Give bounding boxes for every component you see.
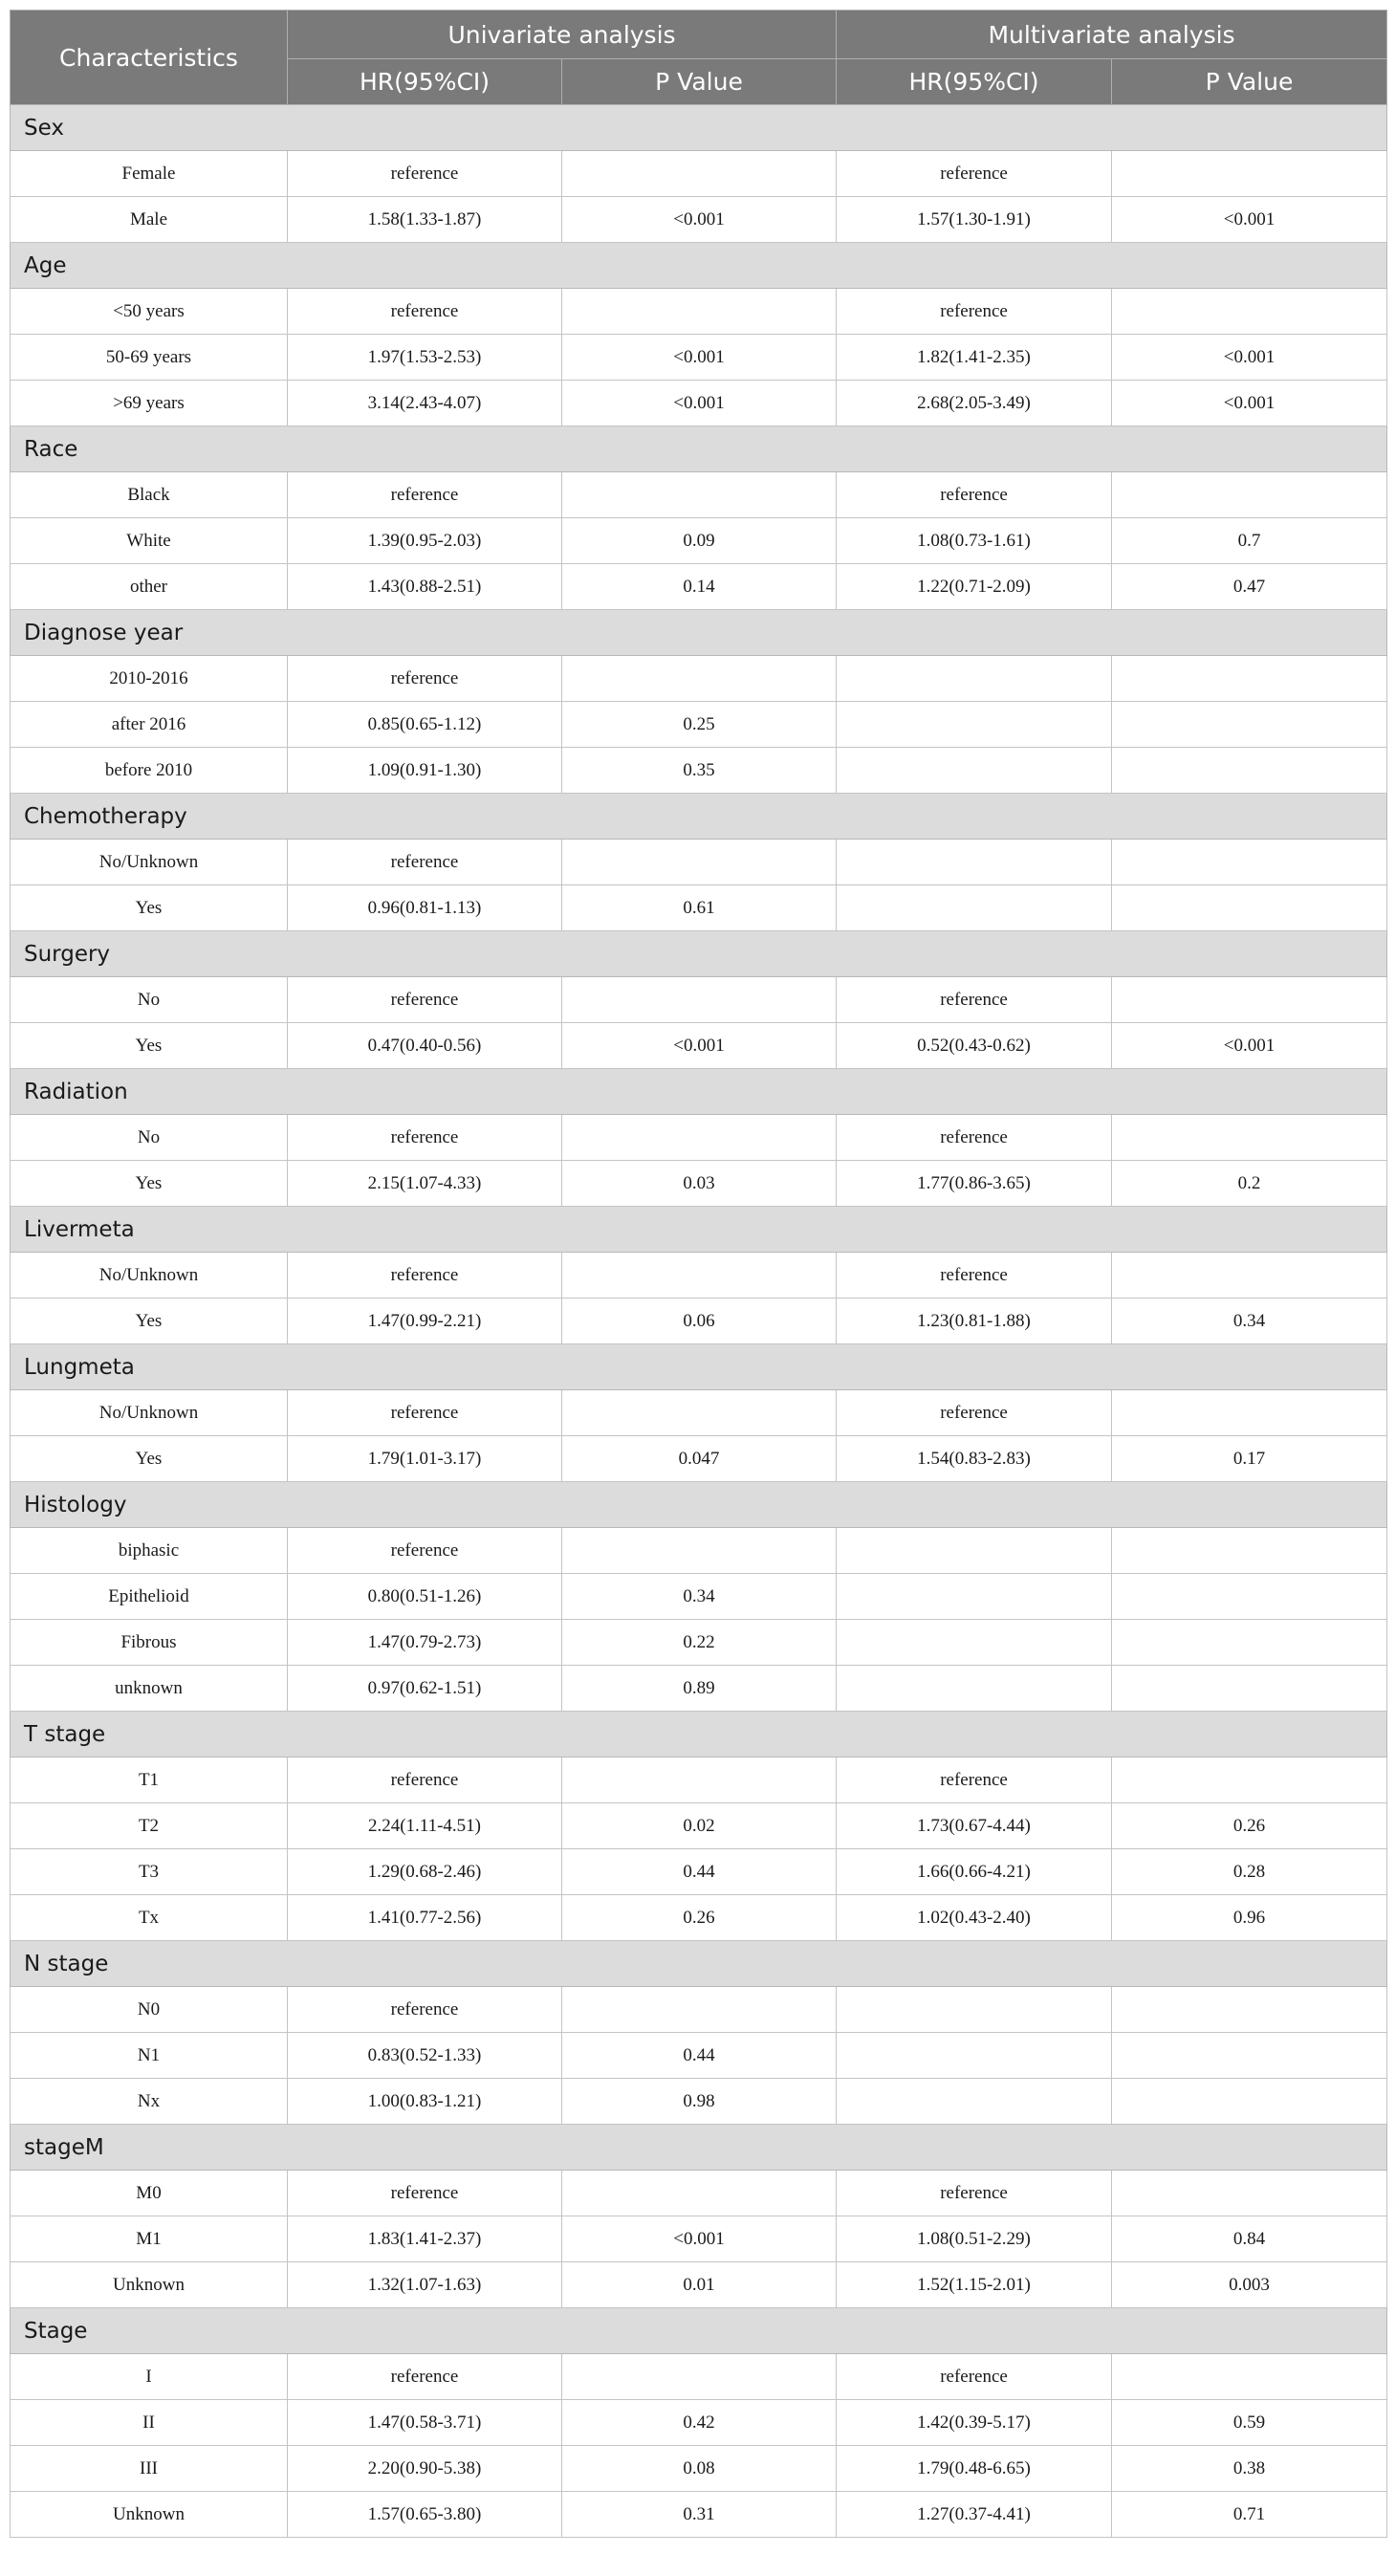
multivariate-hr-cell: 1.79(0.48-6.65) xyxy=(837,2446,1112,2492)
univariate-p-cell xyxy=(562,1115,837,1161)
section-row xyxy=(11,426,1387,472)
row-label: Yes xyxy=(11,1436,288,1482)
univariate-hr-cell: 1.43(0.88-2.51) xyxy=(288,564,562,610)
table-row xyxy=(11,840,1387,885)
univariate-hr-cell: reference xyxy=(288,1987,562,2033)
table-row xyxy=(11,1757,1387,1803)
multivariate-hr-cell: reference xyxy=(837,1390,1112,1436)
section-title: Chemotherapy xyxy=(11,794,1387,840)
multivariate-hr-cell: reference xyxy=(837,1253,1112,1299)
univariate-hr-cell: 1.83(1.41-2.37) xyxy=(288,2216,562,2262)
multivariate-hr-cell: reference xyxy=(837,2171,1112,2216)
table-row xyxy=(11,151,1387,197)
univariate-hr-cell: 2.24(1.11-4.51) xyxy=(288,1803,562,1849)
section-row xyxy=(11,1712,1387,1757)
row-label: White xyxy=(11,518,288,564)
table-row xyxy=(11,2400,1387,2446)
section-title: Surgery xyxy=(11,931,1387,977)
univariate-p-cell: 0.02 xyxy=(562,1803,837,1849)
multivariate-hr-cell: 1.82(1.41-2.35) xyxy=(837,335,1112,381)
multivariate-p-cell: 0.003 xyxy=(1112,2262,1387,2308)
table-row xyxy=(11,564,1387,610)
multivariate-hr-cell: 1.23(0.81-1.88) xyxy=(837,1299,1112,1344)
section-title: Age xyxy=(11,243,1387,289)
table-row xyxy=(11,2216,1387,2262)
row-label: T2 xyxy=(11,1803,288,1849)
multivariate-hr-cell: 1.02(0.43-2.40) xyxy=(837,1895,1112,1941)
row-label: Male xyxy=(11,197,288,243)
multivariate-hr-cell: reference xyxy=(837,2354,1112,2400)
table-row xyxy=(11,1895,1387,1941)
multivariate-hr-cell: 2.68(2.05-3.49) xyxy=(837,381,1112,426)
section-title: Race xyxy=(11,426,1387,472)
multivariate-p-cell: 0.2 xyxy=(1112,1161,1387,1207)
table-row xyxy=(11,748,1387,794)
section-row xyxy=(11,2125,1387,2171)
univariate-hr-cell: 1.79(1.01-3.17) xyxy=(288,1436,562,1482)
multivariate-p-cell xyxy=(1112,885,1387,931)
table-row xyxy=(11,1253,1387,1299)
univariate-p-cell: 0.08 xyxy=(562,2446,837,2492)
row-label: Epithelioid xyxy=(11,1574,288,1620)
table-row xyxy=(11,2262,1387,2308)
univariate-header: Univariate analysis xyxy=(288,11,837,59)
section-row xyxy=(11,1069,1387,1115)
multivariate-p-cell: <0.001 xyxy=(1112,1023,1387,1069)
multivariate-p-cell xyxy=(1112,748,1387,794)
multivariate-hr-cell: reference xyxy=(837,977,1112,1023)
multivariate-header: Multivariate analysis xyxy=(837,11,1387,59)
univariate-hr-cell: reference xyxy=(288,1528,562,1574)
univariate-p-cell: 0.01 xyxy=(562,2262,837,2308)
section-row xyxy=(11,931,1387,977)
univariate-p-header: P Value xyxy=(562,59,837,105)
row-label: M1 xyxy=(11,2216,288,2262)
univariate-p-cell: <0.001 xyxy=(562,2216,837,2262)
table-row xyxy=(11,1620,1387,1666)
multivariate-p-cell xyxy=(1112,1666,1387,1712)
multivariate-p-header: P Value xyxy=(1112,59,1387,105)
multivariate-p-cell xyxy=(1112,151,1387,197)
multivariate-p-cell xyxy=(1112,840,1387,885)
univariate-p-cell: 0.03 xyxy=(562,1161,837,1207)
univariate-p-cell xyxy=(562,151,837,197)
multivariate-p-cell: 0.84 xyxy=(1112,2216,1387,2262)
univariate-hr-cell: 0.80(0.51-1.26) xyxy=(288,1574,562,1620)
univariate-hr-cell: 0.85(0.65-1.12) xyxy=(288,702,562,748)
univariate-p-cell: 0.89 xyxy=(562,1666,837,1712)
row-label: Tx xyxy=(11,1895,288,1941)
multivariate-hr-cell: 1.22(0.71-2.09) xyxy=(837,564,1112,610)
multivariate-hr-cell: reference xyxy=(837,151,1112,197)
table-row xyxy=(11,2446,1387,2492)
section-title: T stage xyxy=(11,1712,1387,1757)
univariate-p-cell xyxy=(562,977,837,1023)
multivariate-hr-cell xyxy=(837,748,1112,794)
univariate-p-cell xyxy=(562,656,837,702)
table-row xyxy=(11,1299,1387,1344)
multivariate-hr-cell xyxy=(837,1987,1112,2033)
univariate-p-cell: <0.001 xyxy=(562,335,837,381)
section-title: stageM xyxy=(11,2125,1387,2171)
row-label: Yes xyxy=(11,1161,288,1207)
multivariate-hr-cell: reference xyxy=(837,289,1112,335)
univariate-p-cell: 0.26 xyxy=(562,1895,837,1941)
univariate-p-cell: <0.001 xyxy=(562,381,837,426)
multivariate-p-cell: 0.28 xyxy=(1112,1849,1387,1895)
univariate-hr-cell: 2.15(1.07-4.33) xyxy=(288,1161,562,1207)
univariate-p-cell: <0.001 xyxy=(562,197,837,243)
section-row xyxy=(11,2308,1387,2354)
row-label: Fibrous xyxy=(11,1620,288,1666)
section-title: Sex xyxy=(11,105,1387,151)
multivariate-hr-cell: 1.66(0.66-4.21) xyxy=(837,1849,1112,1895)
univariate-hr-cell: 0.47(0.40-0.56) xyxy=(288,1023,562,1069)
multivariate-p-cell xyxy=(1112,2079,1387,2125)
multivariate-p-cell xyxy=(1112,472,1387,518)
row-label: Nx xyxy=(11,2079,288,2125)
univariate-hr-header: HR(95%CI) xyxy=(288,59,562,105)
section-title: Stage xyxy=(11,2308,1387,2354)
multivariate-hr-cell xyxy=(837,2033,1112,2079)
row-label: Black xyxy=(11,472,288,518)
section-row xyxy=(11,1482,1387,1528)
section-row xyxy=(11,794,1387,840)
univariate-p-cell: 0.31 xyxy=(562,2492,837,2538)
multivariate-hr-cell: 1.08(0.73-1.61) xyxy=(837,518,1112,564)
multivariate-p-cell xyxy=(1112,977,1387,1023)
multivariate-hr-cell xyxy=(837,1574,1112,1620)
univariate-p-cell: 0.35 xyxy=(562,748,837,794)
table-row xyxy=(11,518,1387,564)
multivariate-p-cell xyxy=(1112,289,1387,335)
univariate-hr-cell: 1.09(0.91-1.30) xyxy=(288,748,562,794)
cox-regression-table xyxy=(10,10,1387,2538)
table-row xyxy=(11,2079,1387,2125)
multivariate-hr-cell xyxy=(837,656,1112,702)
multivariate-p-cell xyxy=(1112,1115,1387,1161)
univariate-hr-cell: 1.47(0.79-2.73) xyxy=(288,1620,562,1666)
row-label: unknown xyxy=(11,1666,288,1712)
univariate-p-cell: 0.09 xyxy=(562,518,837,564)
multivariate-p-cell: <0.001 xyxy=(1112,197,1387,243)
table-header xyxy=(11,11,1387,105)
row-label: No xyxy=(11,1115,288,1161)
row-label: N1 xyxy=(11,2033,288,2079)
multivariate-hr-cell: 1.57(1.30-1.91) xyxy=(837,197,1112,243)
univariate-p-cell xyxy=(562,1987,837,2033)
section-row xyxy=(11,105,1387,151)
row-label: No xyxy=(11,977,288,1023)
univariate-p-cell: 0.42 xyxy=(562,2400,837,2446)
table-row xyxy=(11,1115,1387,1161)
section-row xyxy=(11,610,1387,656)
multivariate-p-cell xyxy=(1112,702,1387,748)
table-row xyxy=(11,2171,1387,2216)
multivariate-hr-cell: 1.77(0.86-3.65) xyxy=(837,1161,1112,1207)
multivariate-hr-cell: 1.42(0.39-5.17) xyxy=(837,2400,1112,2446)
multivariate-p-cell xyxy=(1112,1757,1387,1803)
table-row xyxy=(11,1436,1387,1482)
table-row xyxy=(11,335,1387,381)
multivariate-p-cell: <0.001 xyxy=(1112,381,1387,426)
section-title: N stage xyxy=(11,1941,1387,1987)
multivariate-p-cell: 0.71 xyxy=(1112,2492,1387,2538)
univariate-hr-cell: reference xyxy=(288,2171,562,2216)
univariate-hr-cell: 2.20(0.90-5.38) xyxy=(288,2446,562,2492)
row-label: No/Unknown xyxy=(11,1253,288,1299)
multivariate-hr-cell xyxy=(837,1528,1112,1574)
table-row xyxy=(11,977,1387,1023)
multivariate-p-cell: <0.001 xyxy=(1112,335,1387,381)
row-label: 50-69 years xyxy=(11,335,288,381)
univariate-hr-cell: 1.39(0.95-2.03) xyxy=(288,518,562,564)
univariate-p-cell: 0.44 xyxy=(562,1849,837,1895)
univariate-hr-cell: reference xyxy=(288,977,562,1023)
table-body xyxy=(11,105,1387,2538)
characteristics-header: Characteristics xyxy=(11,11,288,105)
univariate-hr-cell: 0.97(0.62-1.51) xyxy=(288,1666,562,1712)
multivariate-hr-cell: 1.08(0.51-2.29) xyxy=(837,2216,1112,2262)
table-row xyxy=(11,702,1387,748)
univariate-p-cell xyxy=(562,472,837,518)
row-label: III xyxy=(11,2446,288,2492)
table-row xyxy=(11,1987,1387,2033)
row-label: 2010-2016 xyxy=(11,656,288,702)
section-row xyxy=(11,1207,1387,1253)
row-label: N0 xyxy=(11,1987,288,2033)
univariate-hr-cell: 1.58(1.33-1.87) xyxy=(288,197,562,243)
multivariate-hr-cell xyxy=(837,2079,1112,2125)
row-label: T1 xyxy=(11,1757,288,1803)
table-row xyxy=(11,1161,1387,1207)
table-row xyxy=(11,1849,1387,1895)
univariate-p-cell: 0.047 xyxy=(562,1436,837,1482)
table-row xyxy=(11,885,1387,931)
multivariate-p-cell: 0.7 xyxy=(1112,518,1387,564)
row-label: M0 xyxy=(11,2171,288,2216)
univariate-hr-cell: 0.96(0.81-1.13) xyxy=(288,885,562,931)
row-label: >69 years xyxy=(11,381,288,426)
results-table-container xyxy=(10,10,1386,2538)
univariate-hr-cell: 0.83(0.52-1.33) xyxy=(288,2033,562,2079)
row-label: before 2010 xyxy=(11,748,288,794)
table-row xyxy=(11,2033,1387,2079)
univariate-p-cell: 0.22 xyxy=(562,1620,837,1666)
univariate-hr-cell: 1.00(0.83-1.21) xyxy=(288,2079,562,2125)
multivariate-hr-cell: 1.52(1.15-2.01) xyxy=(837,2262,1112,2308)
multivariate-p-cell: 0.34 xyxy=(1112,1299,1387,1344)
univariate-hr-cell: reference xyxy=(288,840,562,885)
univariate-hr-cell: 1.29(0.68-2.46) xyxy=(288,1849,562,1895)
row-label: II xyxy=(11,2400,288,2446)
table-row xyxy=(11,197,1387,243)
multivariate-p-cell: 0.26 xyxy=(1112,1803,1387,1849)
table-row xyxy=(11,2492,1387,2538)
multivariate-hr-header: HR(95%CI) xyxy=(837,59,1112,105)
multivariate-hr-cell: 0.52(0.43-0.62) xyxy=(837,1023,1112,1069)
multivariate-hr-cell: reference xyxy=(837,472,1112,518)
multivariate-p-cell: 0.96 xyxy=(1112,1895,1387,1941)
section-title: Livermeta xyxy=(11,1207,1387,1253)
multivariate-p-cell xyxy=(1112,1987,1387,2033)
row-label: Yes xyxy=(11,1023,288,1069)
row-label: Female xyxy=(11,151,288,197)
univariate-hr-cell: 1.47(0.58-3.71) xyxy=(288,2400,562,2446)
univariate-hr-cell: 1.32(1.07-1.63) xyxy=(288,2262,562,2308)
univariate-p-cell: 0.98 xyxy=(562,2079,837,2125)
row-label: No/Unknown xyxy=(11,1390,288,1436)
univariate-hr-cell: reference xyxy=(288,151,562,197)
multivariate-hr-cell: 1.73(0.67-4.44) xyxy=(837,1803,1112,1849)
multivariate-p-cell xyxy=(1112,1574,1387,1620)
section-row xyxy=(11,1941,1387,1987)
univariate-hr-cell: 1.47(0.99-2.21) xyxy=(288,1299,562,1344)
multivariate-p-cell xyxy=(1112,2033,1387,2079)
multivariate-p-cell xyxy=(1112,1253,1387,1299)
multivariate-p-cell: 0.59 xyxy=(1112,2400,1387,2446)
row-label: I xyxy=(11,2354,288,2400)
table-row xyxy=(11,1803,1387,1849)
table-row xyxy=(11,472,1387,518)
table-row xyxy=(11,1023,1387,1069)
univariate-p-cell: 0.06 xyxy=(562,1299,837,1344)
univariate-p-cell xyxy=(562,1390,837,1436)
multivariate-p-cell xyxy=(1112,2171,1387,2216)
multivariate-p-cell xyxy=(1112,1620,1387,1666)
multivariate-p-cell: 0.17 xyxy=(1112,1436,1387,1482)
table-row xyxy=(11,381,1387,426)
table-row xyxy=(11,656,1387,702)
univariate-p-cell xyxy=(562,1528,837,1574)
univariate-p-cell xyxy=(562,2354,837,2400)
univariate-hr-cell: 1.41(0.77-2.56) xyxy=(288,1895,562,1941)
univariate-p-cell xyxy=(562,289,837,335)
table-row xyxy=(11,1528,1387,1574)
univariate-p-cell xyxy=(562,840,837,885)
univariate-p-cell: 0.25 xyxy=(562,702,837,748)
section-row xyxy=(11,243,1387,289)
univariate-hr-cell: reference xyxy=(288,1390,562,1436)
row-label: No/Unknown xyxy=(11,840,288,885)
univariate-hr-cell: reference xyxy=(288,1115,562,1161)
multivariate-p-cell xyxy=(1112,1528,1387,1574)
univariate-p-cell xyxy=(562,1253,837,1299)
multivariate-p-cell xyxy=(1112,2354,1387,2400)
univariate-p-cell xyxy=(562,1757,837,1803)
row-label: Yes xyxy=(11,1299,288,1344)
row-label: other xyxy=(11,564,288,610)
univariate-p-cell: 0.14 xyxy=(562,564,837,610)
multivariate-hr-cell xyxy=(837,1620,1112,1666)
section-title: Lungmeta xyxy=(11,1344,1387,1390)
multivariate-hr-cell xyxy=(837,885,1112,931)
section-title: Histology xyxy=(11,1482,1387,1528)
univariate-hr-cell: 1.97(1.53-2.53) xyxy=(288,335,562,381)
univariate-hr-cell: reference xyxy=(288,472,562,518)
multivariate-hr-cell: 1.54(0.83-2.83) xyxy=(837,1436,1112,1482)
multivariate-p-cell: 0.38 xyxy=(1112,2446,1387,2492)
table-row xyxy=(11,1574,1387,1620)
row-label: Yes xyxy=(11,885,288,931)
univariate-p-cell: 0.61 xyxy=(562,885,837,931)
table-row xyxy=(11,2354,1387,2400)
univariate-hr-cell: reference xyxy=(288,1757,562,1803)
multivariate-hr-cell: reference xyxy=(837,1115,1112,1161)
multivariate-hr-cell: reference xyxy=(837,1757,1112,1803)
univariate-p-cell: 0.44 xyxy=(562,2033,837,2079)
row-label: Unknown xyxy=(11,2492,288,2538)
section-title: Diagnose year xyxy=(11,610,1387,656)
multivariate-p-cell xyxy=(1112,656,1387,702)
section-row xyxy=(11,1344,1387,1390)
multivariate-p-cell: 0.47 xyxy=(1112,564,1387,610)
multivariate-p-cell xyxy=(1112,1390,1387,1436)
multivariate-hr-cell xyxy=(837,1666,1112,1712)
multivariate-hr-cell: 1.27(0.37-4.41) xyxy=(837,2492,1112,2538)
univariate-hr-cell: reference xyxy=(288,656,562,702)
row-label: Unknown xyxy=(11,2262,288,2308)
multivariate-hr-cell xyxy=(837,840,1112,885)
univariate-p-cell: 0.34 xyxy=(562,1574,837,1620)
table-row xyxy=(11,1390,1387,1436)
univariate-hr-cell: 1.57(0.65-3.80) xyxy=(288,2492,562,2538)
univariate-hr-cell: reference xyxy=(288,289,562,335)
table-row xyxy=(11,1666,1387,1712)
univariate-hr-cell: 3.14(2.43-4.07) xyxy=(288,381,562,426)
row-label: biphasic xyxy=(11,1528,288,1574)
multivariate-hr-cell xyxy=(837,702,1112,748)
row-label: <50 years xyxy=(11,289,288,335)
univariate-p-cell: <0.001 xyxy=(562,1023,837,1069)
univariate-hr-cell: reference xyxy=(288,2354,562,2400)
row-label: after 2016 xyxy=(11,702,288,748)
table-row xyxy=(11,289,1387,335)
section-title: Radiation xyxy=(11,1069,1387,1115)
univariate-hr-cell: reference xyxy=(288,1253,562,1299)
row-label: T3 xyxy=(11,1849,288,1895)
univariate-p-cell xyxy=(562,2171,837,2216)
